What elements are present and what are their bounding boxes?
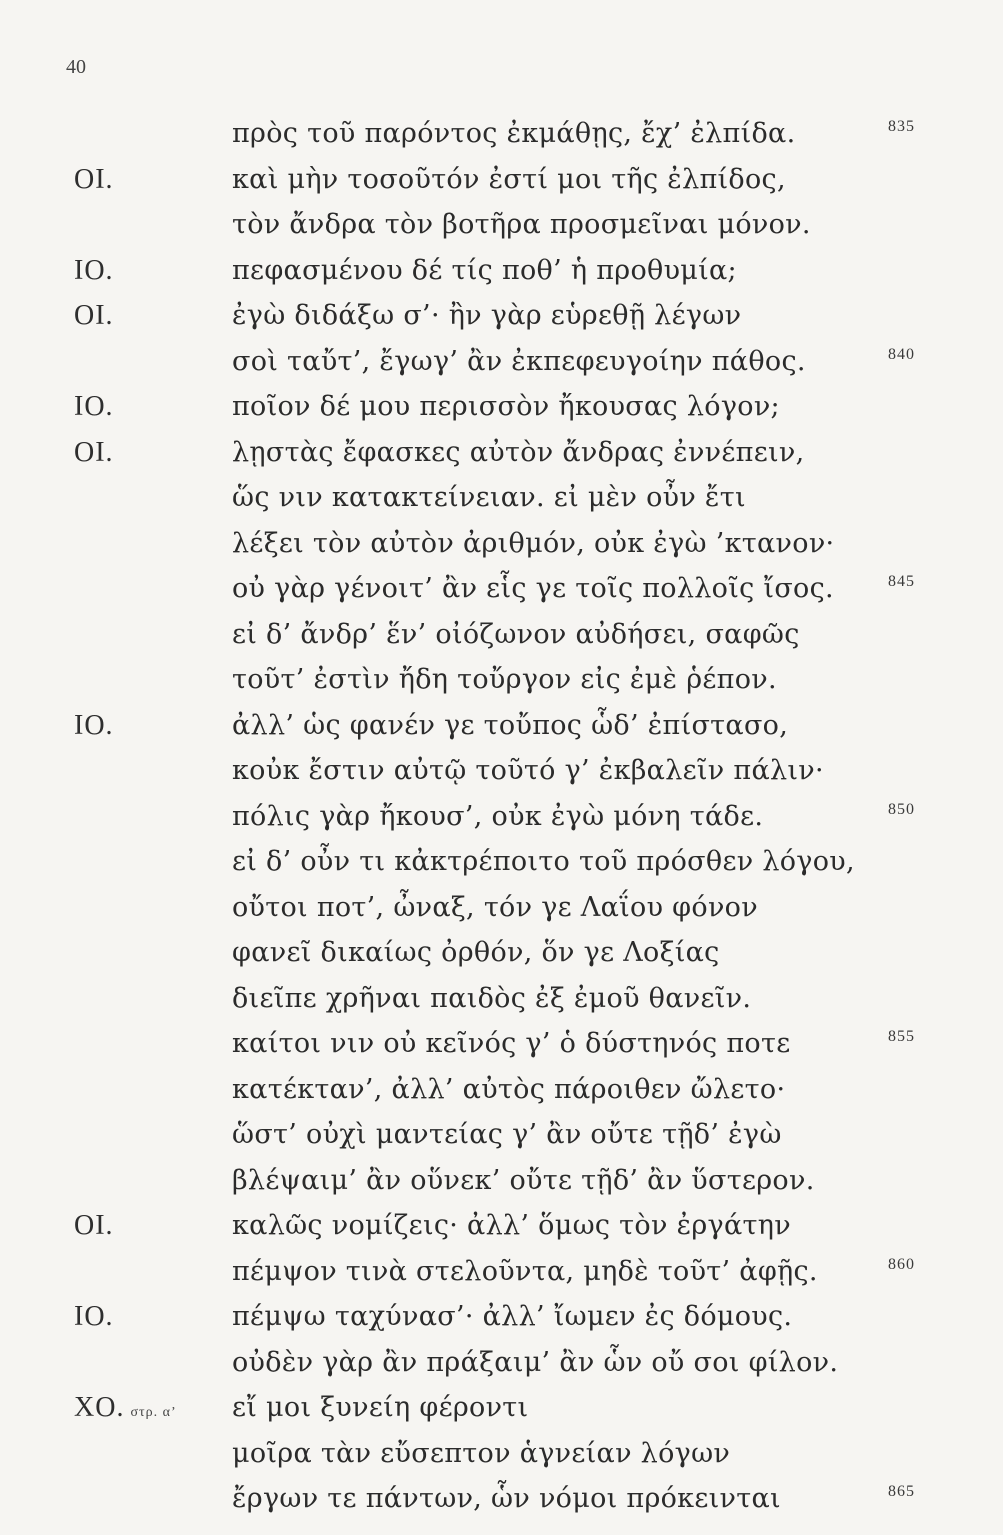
speaker-label (74, 1074, 80, 1106)
verse-text: ποῖον δέ μου περισσὸν ἤκουσας λόγον; (232, 391, 780, 422)
verse-line (0, 482, 1003, 534)
verse-text: ὥς νιν κατακτείνειαν. εἰ μὲν οὖν ἔτι (232, 482, 746, 513)
verse-line (0, 573, 1003, 625)
verse-text: φανεῖ δικαίως ὀρθόν, ὅν γε Λοξίας (232, 937, 720, 968)
verse-text: οὐδὲν γὰρ ἂν πράξαιμ’ ἂν ὧν οὔ σοι φίλον. (232, 1346, 839, 1378)
speaker-label (74, 755, 80, 787)
verse-line (0, 983, 1003, 1035)
speaker-label (74, 1210, 120, 1242)
line-number: 865 (888, 1483, 915, 1500)
speaker-name: ΙΟ. (74, 254, 114, 286)
speaker-label (74, 1028, 80, 1060)
verse-line (0, 755, 1003, 807)
speaker-label (74, 846, 80, 878)
verse-text: καίτοι νιν οὐ κεῖνός γ’ ὁ δύστηνός ποτε (232, 1028, 791, 1059)
speaker-label (74, 1256, 80, 1288)
verse-line (0, 1165, 1003, 1217)
verse-text: πόλις γὰρ ἤκουσ’, οὐκ ἐγὼ μόνη τάδε. (232, 800, 764, 832)
speaker-label (74, 1301, 120, 1333)
verse-text: κοὐκ ἔστιν αὐτῷ τοῦτό γ’ ἐκβαλεῖν πάλιν· (232, 755, 824, 786)
line-number: 850 (888, 800, 915, 818)
speaker-name: ΟΙ. (74, 300, 114, 331)
speaker-label (74, 983, 80, 1015)
verse-text: ἔργων τε πάντων, ὧν νόμοι πρόκεινται (232, 1483, 781, 1514)
strophe-label: στρ. α’ (130, 1405, 177, 1420)
verse-text: λῃστὰς ἔφασκες αὐτὸν ἄνδρας ἐννέπειν, (232, 436, 805, 468)
line-number: 855 (888, 1028, 915, 1045)
speaker-label (74, 801, 80, 833)
speaker-label (74, 573, 80, 605)
speaker-label (74, 619, 80, 651)
line-number: 860 (888, 1255, 915, 1273)
speaker-label (74, 118, 80, 150)
speaker-name: ΟΙ. (74, 1210, 114, 1241)
verse-line (0, 255, 1003, 307)
verse-text: πεφασμένου δέ τίς ποθ’ ἡ προθυμία; (232, 254, 737, 286)
verse-line (0, 892, 1003, 944)
speaker-name: ΙΟ. (74, 1301, 114, 1332)
verse-text: μοῖρα τὰν εὔσεπτον ἁγνείαν λόγων (232, 1437, 731, 1469)
verse-line (0, 1347, 1003, 1399)
verse-line (0, 1256, 1003, 1308)
speaker-name: ΙΟ. (74, 709, 114, 741)
verse-line (0, 664, 1003, 716)
verse-text: ἐγὼ διδάξω σ’· ἢν γὰρ εὑρεθῇ λέγων (232, 300, 742, 331)
verse-line (0, 801, 1003, 853)
speaker-name: ΙΟ. (74, 391, 114, 422)
speaker-label (74, 528, 80, 560)
verse-line (0, 1301, 1003, 1353)
verse-text: οὐ γὰρ γένοιτ’ ἂν εἷς γε τοῖς πολλοῖς ἴσος. (232, 573, 834, 604)
speaker-label (74, 1347, 80, 1379)
speaker-label (74, 300, 120, 332)
verse-text: τοῦτ’ ἐστὶν ἤδη τοὔργον εἰς ἐμὲ ῥέπον. (232, 664, 777, 695)
verse-line (0, 118, 1003, 170)
verse-text: εἰ δ’ ἄνδρ’ ἕν’ οἰόζωνον αὐδήσει, σαφῶς (232, 618, 800, 650)
verse-line (0, 1028, 1003, 1080)
speaker-label (74, 346, 80, 378)
speaker-label (74, 437, 120, 469)
verse-line (0, 710, 1003, 762)
verse-line (0, 1074, 1003, 1126)
verse-line (0, 1392, 1003, 1444)
verse-text: διεῖπε χρῆναι παιδὸς ἐξ ἐμοῦ θανεῖν. (232, 982, 752, 1014)
verse-text: καλῶς νομίζεις· ἀλλ’ ὅμως τὸν ἐργάτην (232, 1210, 791, 1241)
line-number: 840 (888, 345, 915, 363)
line-number: 835 (888, 118, 915, 135)
speaker-label (74, 255, 120, 287)
page-number: 40 (66, 56, 86, 78)
verse-line (0, 346, 1003, 398)
speaker-label (74, 482, 80, 514)
verse-line (0, 391, 1003, 443)
verse-text: εἴ μοι ξυνείη φέροντι (232, 1392, 529, 1423)
speaker-label (74, 1438, 80, 1470)
speaker-label (74, 391, 120, 423)
verse-text: ἀλλ’ ὡς φανέν γε τοὔπος ὧδ’ ἐπίστασο, (232, 709, 789, 741)
verse-line (0, 1210, 1003, 1262)
speaker-label (74, 1392, 177, 1424)
verse-line (0, 164, 1003, 216)
speaker-label (74, 1483, 80, 1515)
verse-line (0, 846, 1003, 898)
speaker-name: ΟΙ. (74, 436, 114, 468)
verse-text: πέμψον τινὰ στελοῦντα, μηδὲ τοῦτ’ ἀφῇς. (232, 1255, 818, 1287)
verse-text: σοὶ ταὔτ’, ἔγωγ’ ἂν ἐκπεφευγοίην πάθος. (232, 345, 806, 377)
verse-line (0, 1438, 1003, 1490)
verse-text: λέξει τὸν αὐτὸν ἀριθμόν, οὐκ ἐγὼ ’κτανον· (232, 527, 835, 559)
verse-line (0, 619, 1003, 671)
speaker-label (74, 209, 80, 241)
verse-text: οὔτοι ποτ’, ὦναξ, τόν γε Λαΐου φόνον (232, 891, 758, 923)
verse-text: βλέψαιμ’ ἂν οὕνεκ’ οὔτε τῇδ’ ἂν ὕστερον. (232, 1164, 815, 1196)
speaker-label (74, 710, 120, 742)
verse-text: πέμψω ταχύνασ’· ἀλλ’ ἴωμεν ἐς δόμους. (232, 1301, 793, 1332)
verse-line (0, 437, 1003, 489)
speaker-label (74, 164, 120, 196)
speaker-label (74, 664, 80, 696)
speaker-label (74, 937, 80, 969)
verse-text: πρὸς τοῦ παρόντος ἐκμάθῃς, ἔχ’ ἐλπίδα. (232, 118, 796, 149)
verse-text: καὶ μὴν τοσοῦτόν ἐστί μοι τῆς ἐλπίδος, (232, 163, 786, 195)
verse-text: ὥστ’ οὐχὶ μαντείας γ’ ἂν οὔτε τῇδ’ ἐγὼ (232, 1119, 782, 1150)
verse-line (0, 1119, 1003, 1171)
verse-line (0, 528, 1003, 580)
speaker-label (74, 1119, 80, 1151)
verse-line (0, 937, 1003, 989)
verse-text: εἰ δ’ οὖν τι κἀκτρέποιτο τοῦ πρόσθεν λόγου, (232, 846, 855, 877)
verse-line (0, 209, 1003, 261)
line-number: 845 (888, 573, 915, 590)
speaker-label (74, 1165, 80, 1197)
speaker-label (74, 892, 80, 924)
verse-line (0, 300, 1003, 352)
speaker-name: ΧΟ. (74, 1392, 125, 1423)
verse-line (0, 1483, 1003, 1535)
verse-text: κατέκταν’, ἀλλ’ αὐτὸς πάροιθεν ὤλετο· (232, 1073, 786, 1105)
verse-text: τὸν ἄνδρα τὸν βοτῆρα προσμεῖναι μόνον. (232, 209, 811, 240)
speaker-name: ΟΙ. (74, 163, 114, 195)
